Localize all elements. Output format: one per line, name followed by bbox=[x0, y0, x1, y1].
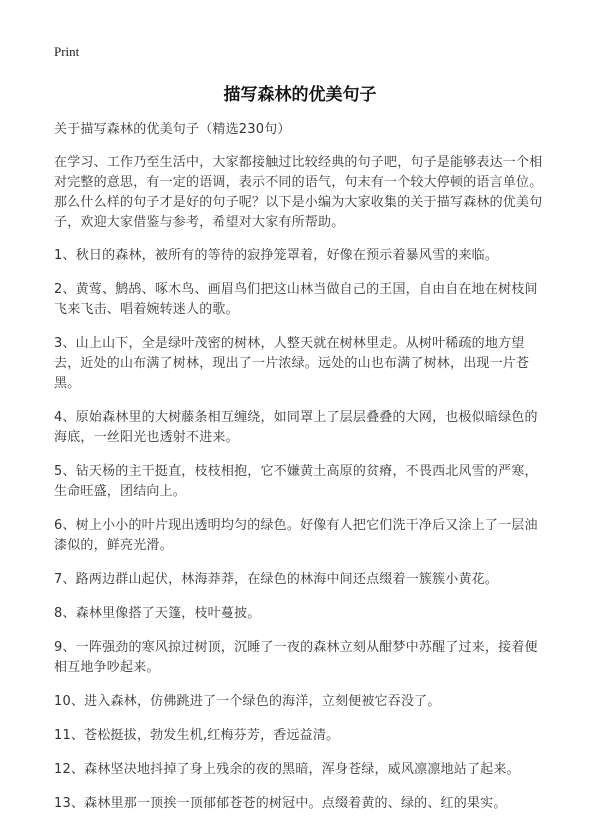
sentence-item: 12、森林坚决地抖掉了身上残余的夜的黑暗，浑身苍绿，威风凛凛地站了起来。 bbox=[54, 762, 520, 777]
sentence-item: 13、森林里那一顶挨一顶郁郁苍苍的树冠中。点缀着黄的、绿的、红的果实。 bbox=[54, 796, 507, 811]
sentence-item: 2、黄莺、鹪鸪、啄木鸟、画眉鸟们把这山林当做自己的王国，自由自在地在树枝间飞来飞击、唱着婉转迷人的歌。 bbox=[54, 282, 538, 317]
article-body bbox=[54, 120, 550, 828]
intro-paragraph: 在学习、工作乃至生活中，大家都接触过比较经典的句子吧，句子是能够表达一个相对完整的意思，有一定的语调，表示不同的语气，句末有一个较大停顿的语言单位。那么什么样的句子才是好的句子呢？以下是小编为大家收集的关于描写森林的优美句子，欢迎大家借鉴与参考，希望对大家有所帮助。 bbox=[54, 155, 543, 230]
sentence-item: 7、路两边群山起伏，林海莽莽，在绿色的林海中间还点缀着一簇簇小黄花。 bbox=[54, 572, 499, 587]
page-title: 描写森林的优美句子 bbox=[223, 85, 377, 105]
sentence-item: 3、山上山下，全是绿叶茂密的树林，人整天就在树林里走。从树叶稀疏的地方望去，近处的山布满了树林，现出了一片浓绿。远处的山也布满了树林，出现一片苍黑。 bbox=[54, 336, 530, 391]
print-link[interactable]: Print bbox=[54, 44, 80, 59]
sentence-item: 4、原始森林里的大树藤条相互缠绕，如同罩上了层层叠叠的大网，也极似暗绿色的海底，一丝阳光也透射不进来。 bbox=[54, 410, 538, 445]
sentence-item: 9、一阵强劲的寒风掠过树顶，沉睡了一夜的森林立刻从酣梦中苏醒了过来，接着便相互地争吵起来。 bbox=[54, 640, 538, 675]
article-subtitle: 关于描写森林的优美句子（精选230句） bbox=[54, 122, 291, 137]
sentence-item: 1、秋日的森林，被所有的等待的寂挣笼罩着，好像在预示着暴风雪的来临。 bbox=[54, 248, 499, 263]
sentence-item: 5、钻天杨的主干挺直，枝枝相抱，它不嫌黄土高原的贫瘠，不畏西北风雪的严寒，生命旺盛，团结向上。 bbox=[54, 464, 538, 499]
sentence-item: 6、树上小小的叶片现出透明均匀的绿色。好像有人把它们洗干净后又涂上了一层油漆似的，鲜亮光滑。 bbox=[54, 518, 538, 553]
sentence-item: 11、苍松挺拔，勃发生机,红梅芬芳，香远益清。 bbox=[54, 728, 340, 743]
sentence-item: 8、森林里像搭了天篷，枝叶蔓披。 bbox=[54, 606, 261, 621]
sentence-item: 10、进入森林，仿佛跳进了一个绿色的海洋，立刻便被它吞没了。 bbox=[54, 694, 441, 709]
